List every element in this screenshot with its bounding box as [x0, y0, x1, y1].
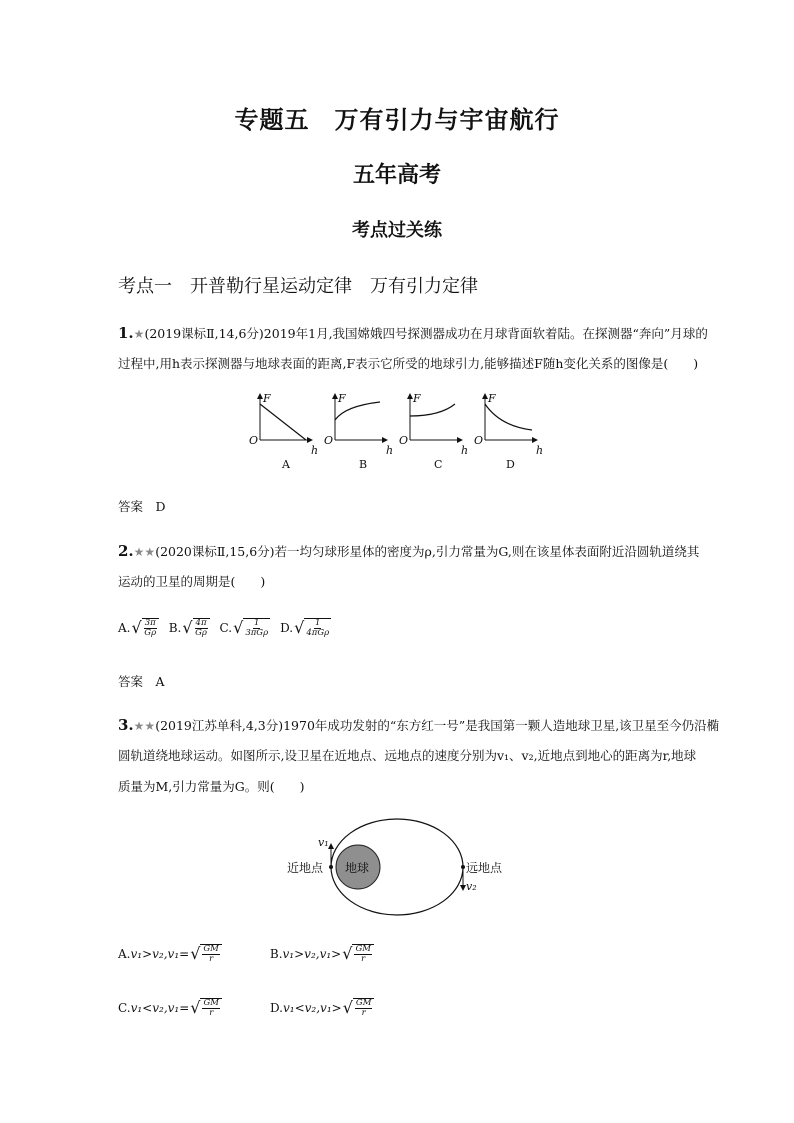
- v1-label: v₁: [318, 836, 329, 849]
- graph-b-origin: O: [324, 434, 334, 447]
- question-3-line-3: 质量为M,引力常量为G。则( ): [118, 779, 305, 794]
- question-1-line-2: 过程中,用h表示探测器与地球表面的距离,F表示它所受的地球引力,能够描述F随h变化关系的图像是( ): [118, 356, 699, 371]
- question-2-answer: 答案 A: [118, 674, 165, 689]
- graph-a-y-label: F: [263, 392, 271, 405]
- option-b[interactable]: B. √ $\frac{4\pi}{G\rho}$: [169, 618, 210, 638]
- curve-d: [485, 404, 532, 430]
- perigee-point: [329, 865, 333, 869]
- star-icon: ★: [133, 327, 145, 341]
- graph-c-label: C: [434, 458, 443, 471]
- question-2-line-2: 运动的卫星的周期是( ): [118, 574, 266, 589]
- option-c[interactable]: C. √ $\frac{1}{\text{3πGρ}}$: [219, 617, 269, 638]
- earth-label: 地球: [345, 861, 370, 875]
- option-c[interactable]: C. v₁<v₂,v₁= √ $\frac{GM}{r}$: [118, 998, 222, 1018]
- v2-label: v₂: [466, 880, 477, 893]
- graph-d-x-label: h: [536, 444, 544, 457]
- section-title: 考点过关练: [352, 220, 442, 241]
- curve-a: [260, 404, 306, 440]
- star-icon: ★★: [133, 545, 156, 559]
- page-subtitle: 五年高考: [352, 163, 441, 188]
- graph-b-x-label: h: [386, 444, 394, 457]
- graph-a-label: A: [282, 458, 290, 471]
- graph-c-y-label: F: [413, 392, 421, 405]
- star-icon: ★★: [133, 719, 156, 733]
- question-3-line-2: 圆轨道绕地球运动。如图所示,设卫星在近地点、远地点的速度分别为v₁、v₂,近地点到地心的距离为r,地球: [118, 748, 697, 763]
- question-3-options-row-1: [118, 944, 374, 964]
- curve-c: [410, 404, 455, 416]
- graph-d-y-label: F: [488, 392, 496, 405]
- option-d[interactable]: D. v₁<v₂,v₁> √ $\frac{GM}{r}$: [270, 998, 374, 1018]
- question-number: 1.: [118, 324, 134, 342]
- topic-heading: 考点一 开普勒行星运动定律 万有引力定律: [118, 276, 478, 297]
- graph-b-y-label: F: [338, 392, 346, 405]
- option-b[interactable]: B. v₁>v₂,v₁> √ $\frac{GM}{r}$: [270, 944, 374, 964]
- question-1-line-1: 1.★(2019课标Ⅱ,14,6分)2019年1月,我国嫦娥四号探测器成功在月球背面软着陆。在探测器“奔向”月球的: [118, 324, 708, 342]
- question-1-answer: 答案 D: [118, 499, 166, 514]
- question-number: 3.: [118, 716, 134, 734]
- question-2-options: [118, 618, 331, 638]
- graph-c-origin: O: [399, 434, 409, 447]
- graph-b-label: B: [359, 458, 368, 471]
- option-a[interactable]: A. v₁>v₂,v₁= √ $\frac{GM}{r}$: [118, 944, 222, 964]
- graph-a-x-label: h: [311, 444, 319, 457]
- graph-a-origin: O: [249, 434, 259, 447]
- graph-d-label: D: [506, 458, 515, 471]
- apogee-label: 远地点: [466, 861, 503, 875]
- question-3-line-1: 3.★★(2019江苏单科,4,3分)1970年成功发射的“东方红一号”是我国第一颗人造地球卫星,该卫星至今仍沿椭: [118, 716, 720, 734]
- option-d[interactable]: D. √ $\frac{1}{\text{4πGρ}}$: [280, 617, 330, 638]
- graph-d-origin: O: [474, 434, 484, 447]
- page-title: 专题五 万有引力与宇宙航行: [234, 106, 560, 134]
- option-a[interactable]: A. √ $\frac{3\pi}{G\rho}$: [118, 618, 159, 638]
- apogee-point: [461, 865, 465, 869]
- graph-c-x-label: h: [461, 444, 469, 457]
- question-3-options-row-2: [118, 998, 374, 1018]
- question-number: 2.: [118, 542, 134, 560]
- question-2-line-1: 2.★★(2020课标Ⅱ,15,6分)若一均匀球形星体的密度为ρ,引力常量为G,则在该星体表面附近沿圆轨道绕其: [118, 542, 700, 560]
- perigee-label: 近地点: [287, 861, 324, 875]
